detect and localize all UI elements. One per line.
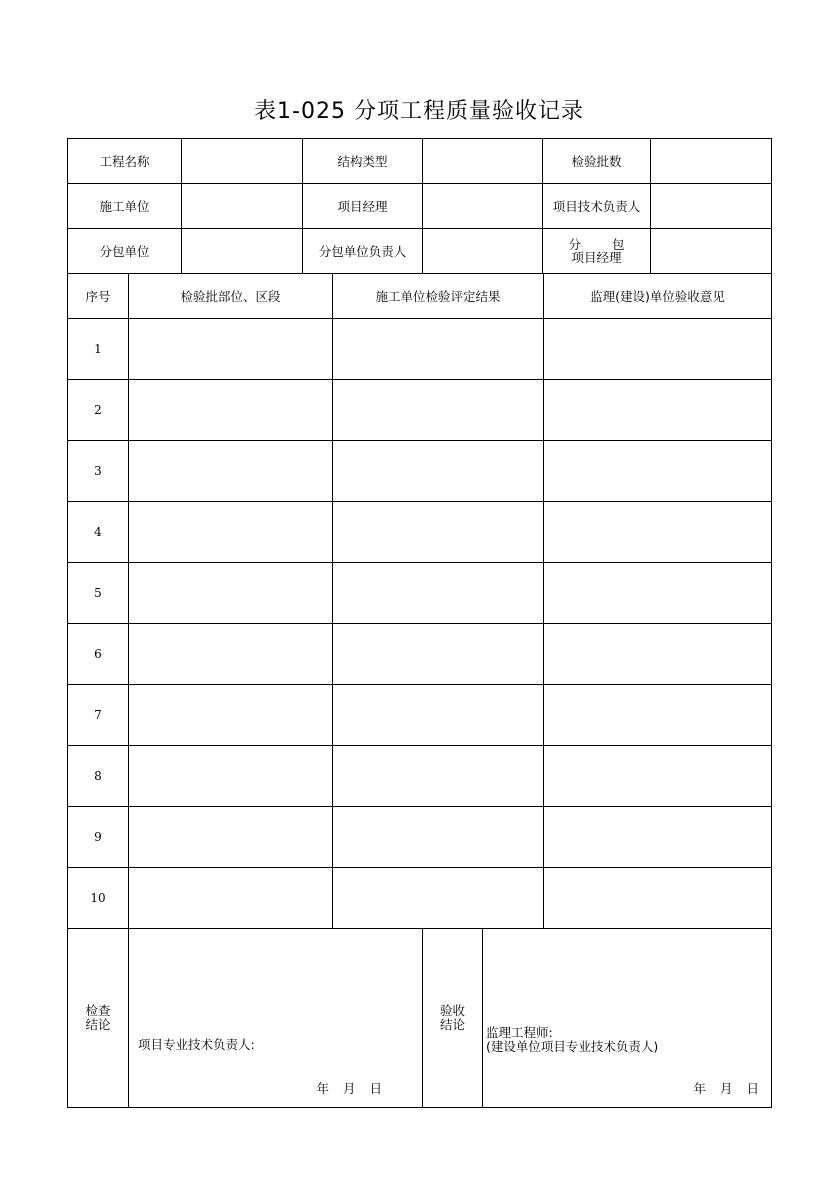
row-location-field[interactable] bbox=[129, 563, 333, 624]
accept-signer-line1: 监理工程师: bbox=[486, 1025, 553, 1040]
sub-pm-field[interactable] bbox=[651, 229, 772, 274]
batch-rows bbox=[68, 319, 772, 929]
row-supervisor-opinion-field[interactable] bbox=[544, 746, 772, 807]
table-row bbox=[68, 441, 772, 502]
page-title: 表1-025 分项工程质量验收记录 bbox=[254, 99, 584, 124]
row-seq-number: 6 bbox=[68, 624, 129, 685]
check-date-label: 年 月 日 bbox=[316, 1081, 382, 1096]
check-signer-label: 项目专业技术负责人: bbox=[138, 1037, 255, 1052]
row-location-field[interactable] bbox=[129, 380, 333, 441]
accept-label-line2: 结论 bbox=[439, 1017, 465, 1032]
tech-lead-label: 项目技术负责人 bbox=[543, 184, 651, 229]
project-manager-label: 项目经理 bbox=[303, 184, 423, 229]
table-row bbox=[68, 319, 772, 380]
table-row bbox=[68, 563, 772, 624]
row-contractor-result-field[interactable] bbox=[333, 807, 544, 868]
batch-count-label: 检验批数 bbox=[543, 139, 651, 184]
table-row bbox=[68, 502, 772, 563]
row-contractor-result-field[interactable] bbox=[333, 868, 544, 929]
row-location-field[interactable] bbox=[129, 868, 333, 929]
check-conclusion-label bbox=[68, 929, 129, 1108]
info-table bbox=[67, 138, 772, 274]
contractor-label: 施工单位 bbox=[68, 184, 182, 229]
row-location-field[interactable] bbox=[129, 746, 333, 807]
col-seq-header: 序号 bbox=[68, 274, 129, 319]
row-seq-number: 1 bbox=[68, 319, 129, 380]
row-contractor-result-field[interactable] bbox=[333, 563, 544, 624]
col-supervisor-opinion-header: 监理(建设)单位验收意见 bbox=[544, 274, 772, 319]
sub-pm-line2: 项目经理 bbox=[571, 250, 622, 265]
row-location-field[interactable] bbox=[129, 624, 333, 685]
row-location-field[interactable] bbox=[129, 502, 333, 563]
batch-table bbox=[67, 273, 772, 929]
table-row bbox=[68, 746, 772, 807]
row-seq-number: 9 bbox=[68, 807, 129, 868]
accept-signer-line2: (建设单位项目专业技术负责人) bbox=[486, 1039, 659, 1054]
row-contractor-result-field[interactable] bbox=[333, 746, 544, 807]
structure-type-field[interactable] bbox=[423, 139, 543, 184]
row-seq-number: 5 bbox=[68, 563, 129, 624]
col-contractor-result-header: 施工单位检验评定结果 bbox=[333, 274, 544, 319]
check-conclusion-field[interactable] bbox=[129, 929, 423, 1108]
row-seq-number: 2 bbox=[68, 380, 129, 441]
table-row bbox=[68, 807, 772, 868]
row-contractor-result-field[interactable] bbox=[333, 624, 544, 685]
row-supervisor-opinion-field[interactable] bbox=[544, 624, 772, 685]
row-seq-number: 8 bbox=[68, 746, 129, 807]
row-supervisor-opinion-field[interactable] bbox=[544, 441, 772, 502]
table-row bbox=[68, 380, 772, 441]
col-location-header: 检验批部位、区段 bbox=[129, 274, 333, 319]
acceptance-form bbox=[67, 138, 771, 1108]
project-name-label: 工程名称 bbox=[68, 139, 182, 184]
project-manager-field[interactable] bbox=[423, 184, 543, 229]
row-seq-number: 3 bbox=[68, 441, 129, 502]
row-contractor-result-field[interactable] bbox=[333, 502, 544, 563]
accept-date-label: 年 月 日 bbox=[693, 1081, 759, 1096]
project-name-field[interactable] bbox=[182, 139, 303, 184]
row-location-field[interactable] bbox=[129, 685, 333, 746]
row-supervisor-opinion-field[interactable] bbox=[544, 807, 772, 868]
row-location-field[interactable] bbox=[129, 441, 333, 502]
contractor-field[interactable] bbox=[182, 184, 303, 229]
sub-pm-label bbox=[543, 229, 651, 274]
sub-lead-field[interactable] bbox=[423, 229, 543, 274]
row-seq-number: 10 bbox=[68, 868, 129, 929]
row-contractor-result-field[interactable] bbox=[333, 319, 544, 380]
table-row bbox=[68, 624, 772, 685]
table-row bbox=[68, 685, 772, 746]
row-supervisor-opinion-field[interactable] bbox=[544, 319, 772, 380]
tech-lead-field[interactable] bbox=[651, 184, 772, 229]
structure-type-label: 结构类型 bbox=[303, 139, 423, 184]
row-supervisor-opinion-field[interactable] bbox=[544, 563, 772, 624]
row-supervisor-opinion-field[interactable] bbox=[544, 502, 772, 563]
row-contractor-result-field[interactable] bbox=[333, 441, 544, 502]
accept-conclusion-field[interactable] bbox=[483, 929, 772, 1108]
conclusion-table bbox=[67, 928, 772, 1108]
row-supervisor-opinion-field[interactable] bbox=[544, 868, 772, 929]
table-row bbox=[68, 868, 772, 929]
accept-conclusion-label bbox=[423, 929, 483, 1108]
batch-count-field[interactable] bbox=[651, 139, 772, 184]
row-supervisor-opinion-field[interactable] bbox=[544, 685, 772, 746]
check-label-line1: 检查 bbox=[85, 1003, 111, 1018]
sub-pm-char-b: 包 bbox=[611, 237, 625, 252]
row-location-field[interactable] bbox=[129, 319, 333, 380]
sub-pm-char-a: 分 bbox=[568, 237, 595, 252]
row-seq-number: 7 bbox=[68, 685, 129, 746]
accept-label-line1: 验收 bbox=[439, 1003, 465, 1018]
accept-signer-label bbox=[486, 1026, 658, 1054]
row-location-field[interactable] bbox=[129, 807, 333, 868]
row-contractor-result-field[interactable] bbox=[333, 380, 544, 441]
subcontractor-field[interactable] bbox=[182, 229, 303, 274]
check-label-line2: 结论 bbox=[85, 1017, 111, 1032]
row-seq-number: 4 bbox=[68, 502, 129, 563]
row-contractor-result-field[interactable] bbox=[333, 685, 544, 746]
row-supervisor-opinion-field[interactable] bbox=[544, 380, 772, 441]
sub-lead-label: 分包单位负责人 bbox=[303, 229, 423, 274]
subcontractor-label: 分包单位 bbox=[68, 229, 182, 274]
sub-pm-line1 bbox=[569, 239, 625, 250]
